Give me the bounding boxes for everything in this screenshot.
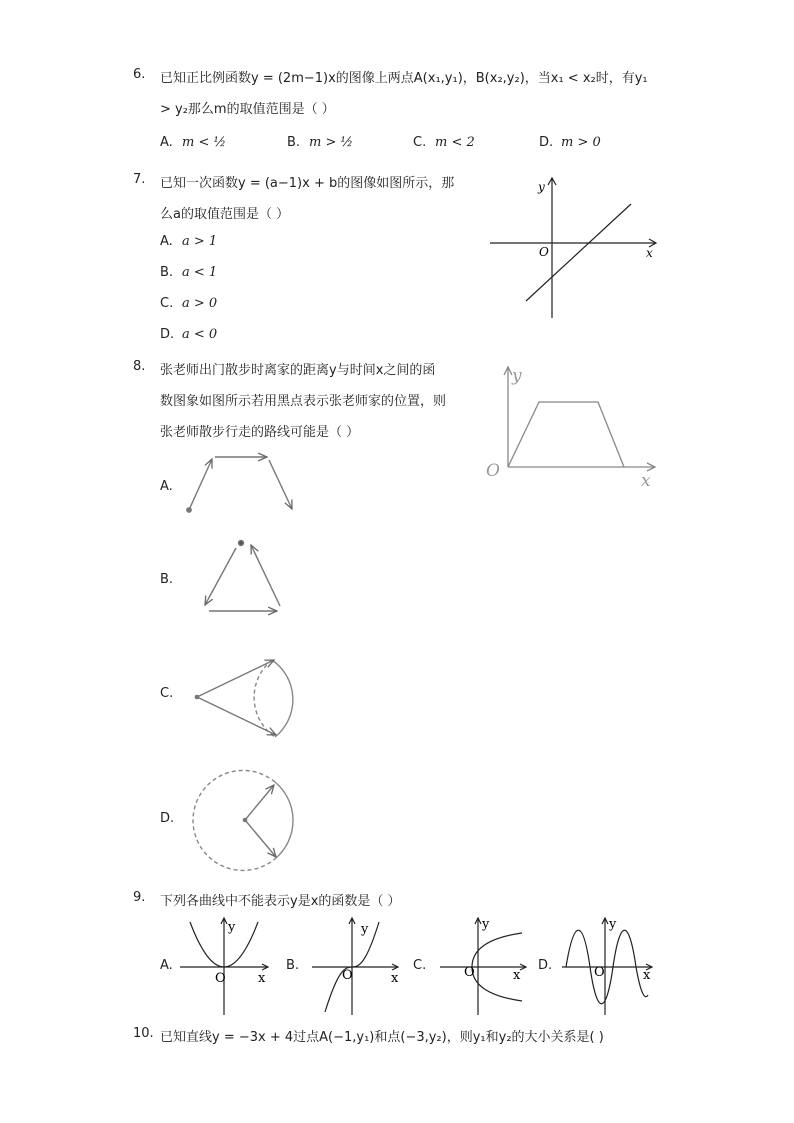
q8-x-label: x xyxy=(641,471,651,491)
home-dot xyxy=(195,695,200,700)
q6-option-b-text: m > ½ xyxy=(309,135,354,150)
q7-origin-label: O xyxy=(539,245,549,259)
q9-b-y-label: y xyxy=(361,922,369,937)
q9-d-y-label: y xyxy=(609,917,617,932)
q9-stem: 下列各曲线中不能表示y是x的函数是（ ） xyxy=(160,894,401,909)
q8-stem-line3: 张老师散步行走的路线可能是（ ） xyxy=(160,425,360,440)
q10-stem: 已知直线y = −3x + 4过点A(−1,y₁)和点(−3,y₂)，则y₁和y₂的大小关系是( ) xyxy=(160,1030,604,1045)
q7-option-a-label: A. xyxy=(160,234,173,249)
q8-stem-line1: 张老师出门散步时离家的距离y与时间x之间的函 xyxy=(160,363,436,378)
home-dot xyxy=(187,508,191,512)
sine-curve xyxy=(566,930,648,1004)
q9-option-c-label: C. xyxy=(413,958,427,973)
q8-y-label: y xyxy=(512,366,522,386)
home-dot xyxy=(239,541,244,546)
q10-number: 10. xyxy=(133,1026,154,1041)
q7-option-d-text: a < 0 xyxy=(182,327,218,342)
q6-option-a-text: m < ½ xyxy=(182,135,227,150)
q9-b-x-label: x xyxy=(391,971,399,986)
q8-option-c-label: C. xyxy=(160,686,174,701)
q9-d-origin-label: O xyxy=(594,965,605,980)
q9-d-x-label: x xyxy=(643,968,651,983)
q7-x-label: x xyxy=(646,246,653,260)
q7-line-graph xyxy=(526,204,631,301)
q7-option-c-text: a > 0 xyxy=(182,296,218,311)
q8-option-d-route xyxy=(193,770,293,870)
q6-option-a-label: A. xyxy=(160,135,173,150)
q8-stem-line2: 数图象如图所示若用黑点表示张老师家的位置，则 xyxy=(160,394,447,409)
q9-a-origin-label: O xyxy=(215,971,226,986)
q7-option-b-text: a < 1 xyxy=(182,265,218,280)
q7-option-a-text: a > 1 xyxy=(182,234,218,249)
q9-a-x-label: x xyxy=(258,971,266,986)
q7-option-c-label: C. xyxy=(160,296,174,311)
q6-stem-line1: 已知正比例函数y = (2m−1)x的图像上两点A(x₁,y₁)，B(x₂,y₂)，当x₁ < x₂时，有y₁ xyxy=(160,71,648,86)
q9-graph-a xyxy=(180,918,268,1015)
q8-option-c-route xyxy=(195,660,293,737)
home-dot xyxy=(243,818,248,823)
q8-origin-label: O xyxy=(486,461,500,481)
sideways-parabola-curve xyxy=(472,933,522,1001)
q6-option-d-label: D. xyxy=(539,135,554,150)
q7-option-d-label: D. xyxy=(160,327,175,342)
q9-c-y-label: y xyxy=(482,917,490,932)
q6-option-c-text: m < 2 xyxy=(435,135,475,150)
q7-number: 7. xyxy=(133,172,146,187)
q8-x-arrow xyxy=(647,463,655,471)
q7-option-b-label: B. xyxy=(160,265,174,280)
q9-option-b-label: B. xyxy=(286,958,300,973)
q7-y-arrow xyxy=(548,178,556,185)
q9-graph-b xyxy=(312,918,398,1015)
q8-option-b-label: B. xyxy=(160,572,174,587)
q8-y-arrow xyxy=(504,367,512,375)
q9-option-a-label: A. xyxy=(160,958,173,973)
q9-a-y-label: y xyxy=(228,920,236,935)
q8-option-a-label: A. xyxy=(160,479,173,494)
q8-number: 8. xyxy=(133,359,146,374)
q8-option-d-label: D. xyxy=(160,811,175,826)
q7-stem-line2: 么a的取值范围是（ ） xyxy=(160,207,290,222)
q6-number: 6. xyxy=(133,67,146,82)
q9-graph-d xyxy=(562,918,652,1015)
q8-distance-curve xyxy=(508,402,624,467)
q9-c-origin-label: O xyxy=(464,965,475,980)
q8-graph xyxy=(486,366,655,491)
parabola-curve xyxy=(190,922,258,967)
q9-c-x-label: x xyxy=(513,968,521,983)
q9-graph-c xyxy=(440,918,526,1015)
q7-x-arrow xyxy=(649,239,656,247)
q8-option-b-route xyxy=(205,541,280,612)
q6-stem-line2: > y₂那么m的取值范围是（ ） xyxy=(160,102,335,117)
q6-option-d-text: m > 0 xyxy=(561,135,601,150)
q6-option-b-label: B. xyxy=(287,135,301,150)
q7-stem-line1: 已知一次函数y = (a−1)x + b的图像如图所示，那 xyxy=(160,176,455,191)
q9-option-d-label: D. xyxy=(538,958,553,973)
q6-option-c-label: C. xyxy=(413,135,427,150)
q7-y-label: y xyxy=(538,180,545,194)
cubic-curve xyxy=(325,922,379,1012)
q9-number: 9. xyxy=(133,890,146,905)
q8-option-a-route xyxy=(187,457,292,512)
q9-b-origin-label: O xyxy=(342,968,353,983)
